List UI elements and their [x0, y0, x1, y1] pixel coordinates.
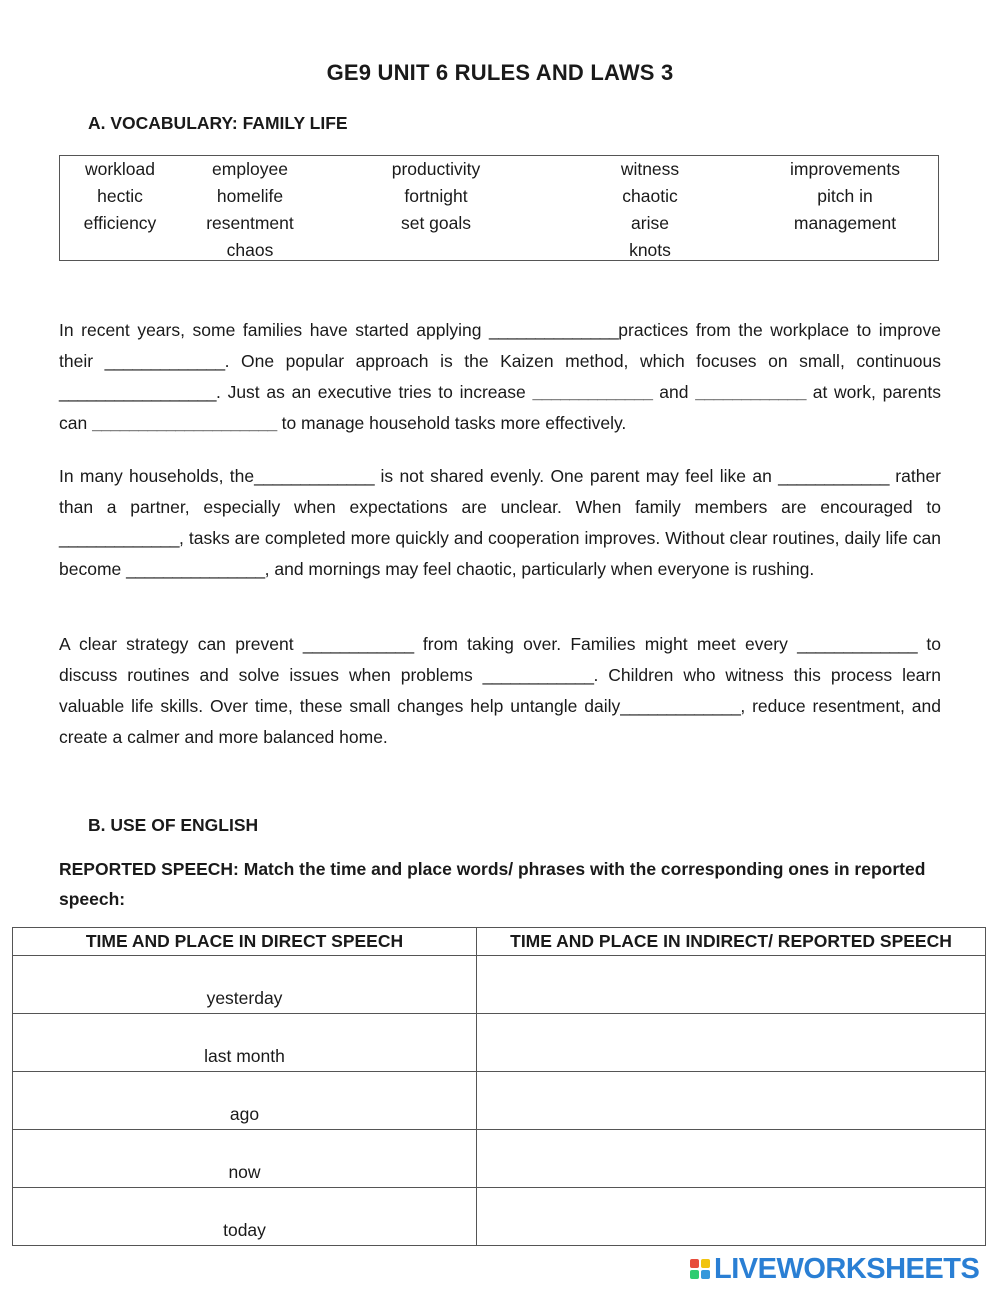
- answer-input[interactable]: [477, 1018, 985, 1071]
- vocab-word: workload: [84, 159, 156, 179]
- vocab-column-4: [590, 156, 710, 264]
- table-row: [13, 1130, 986, 1188]
- gap-blank[interactable]: _______________: [126, 559, 265, 579]
- paragraph-text: In recent years, some families have started applying: [59, 320, 490, 340]
- reported-speech-answer-cell[interactable]: [477, 1130, 986, 1188]
- answer-input[interactable]: [477, 960, 985, 1013]
- direct-speech-cell: now: [13, 1130, 477, 1188]
- paragraph-text: rather than a partner, especially when expectations are unclear. When family members are encouraged to: [59, 466, 942, 517]
- reported-speech-answer-cell[interactable]: [477, 1072, 986, 1130]
- reported-speech-answer-cell[interactable]: [477, 1188, 986, 1246]
- paragraph-text: In many households, the: [59, 466, 255, 486]
- paragraph-text: , tasks are completed more quickly and cooperation improves. Without clear routines, daily life can become: [59, 528, 941, 579]
- paragraph-text: . Just as an executive tries to increase: [215, 382, 533, 402]
- gap-blank[interactable]: ______________: [489, 320, 619, 340]
- direct-speech-cell: today: [13, 1188, 477, 1246]
- vocab-word: knots: [629, 240, 671, 260]
- paragraph-text: to manage household tasks more effectively.: [276, 413, 627, 433]
- section-a-heading: A. VOCABULARY: FAMILY LIFE: [88, 113, 348, 133]
- paragraph-text: A clear strategy can prevent: [59, 634, 303, 654]
- vocab-column-2: [190, 156, 310, 264]
- paragraph-text: , reduce resentment, and create a calmer and more balanced home.: [59, 696, 942, 747]
- vocab-column-5: [770, 156, 920, 237]
- paragraph-text: to discuss routines and solve issues when problems: [59, 634, 941, 685]
- gap-blank[interactable]: ____________: [302, 634, 414, 654]
- page-title: GE9 UNIT 6 RULES AND LAWS 3: [326, 60, 674, 85]
- logo-mark-icon: [690, 1259, 710, 1279]
- paragraph-3: [59, 629, 941, 753]
- vocab-word: pitch in: [817, 186, 873, 206]
- gap-blank[interactable]: ____________________: [92, 413, 277, 433]
- table-row: [13, 1072, 986, 1130]
- vocab-word: resentment: [206, 213, 294, 233]
- vocab-word: improvements: [790, 159, 900, 179]
- paragraph-text: . One popular approach is the Kaizen method, which focuses on small, continuous: [224, 351, 941, 371]
- vocab-word: chaotic: [622, 186, 678, 206]
- vocab-word: set goals: [400, 213, 472, 233]
- reported-speech-answer-cell[interactable]: [477, 956, 986, 1014]
- reported-speech-table: [12, 927, 986, 1246]
- section-b-heading: B. USE OF ENGLISH: [88, 815, 259, 835]
- gap-blank[interactable]: _________________: [59, 382, 216, 402]
- gap-blank[interactable]: ____________: [695, 382, 806, 402]
- logo-square: [690, 1270, 699, 1279]
- table-row: [13, 956, 986, 1014]
- paragraph-text: practices from the workplace to improve their: [59, 320, 941, 371]
- liveworksheets-logo: [690, 1254, 979, 1284]
- gap-blank[interactable]: _____________: [532, 382, 653, 402]
- paragraph-text: , and mornings may feel chaotic, particularly when everyone is rushing.: [264, 559, 815, 579]
- vocab-word: productivity: [391, 159, 481, 179]
- paragraph-2: [59, 461, 941, 585]
- vocab-word: fortnight: [404, 186, 468, 206]
- gap-blank[interactable]: _____________: [59, 528, 180, 548]
- gap-blank[interactable]: _____________: [104, 351, 225, 371]
- gap-blank[interactable]: _____________: [254, 466, 375, 486]
- vocab-word: chaos: [226, 240, 274, 260]
- paragraph-text: at work, parents can: [59, 382, 941, 433]
- column-header-direct: TIME AND PLACE IN DIRECT SPEECH: [13, 928, 477, 956]
- gap-blank[interactable]: _____________: [797, 634, 918, 654]
- vocab-word: hectic: [97, 186, 143, 206]
- direct-speech-cell: yesterday: [13, 956, 477, 1014]
- vocab-word: witness: [620, 159, 680, 179]
- vocab-word: employee: [212, 159, 288, 179]
- vocab-column-3: [366, 156, 506, 237]
- reported-speech-instruction: REPORTED SPEECH: Match the time and place words/ phrases with the corresponding ones in reported speech:: [59, 859, 926, 909]
- paragraph-1: [59, 315, 941, 439]
- paragraph-text: from taking over. Families might meet every: [413, 634, 798, 654]
- table-row: [13, 1188, 986, 1246]
- reported-speech-answer-cell[interactable]: [477, 1014, 986, 1072]
- table-header-row: [13, 928, 986, 956]
- vocab-column-1: [60, 156, 180, 237]
- vocabulary-word-bank: [59, 155, 939, 261]
- gap-blank[interactable]: ____________: [778, 466, 889, 486]
- vocab-word: management: [793, 213, 897, 233]
- logo-square: [701, 1259, 710, 1268]
- logo-square: [701, 1270, 710, 1279]
- vocab-word: homelife: [216, 186, 284, 206]
- direct-speech-cell: ago: [13, 1072, 477, 1130]
- logo-square: [690, 1259, 699, 1268]
- gap-blank[interactable]: ____________: [482, 665, 594, 685]
- answer-input[interactable]: [477, 1192, 985, 1245]
- column-header-reported: TIME AND PLACE IN INDIRECT/ REPORTED SPEECH: [477, 928, 986, 956]
- gap-blank[interactable]: _____________: [620, 696, 741, 716]
- direct-speech-cell: last month: [13, 1014, 477, 1072]
- paragraph-text: and: [652, 382, 696, 402]
- logo-text: LIVEWORKSHEETS: [714, 1252, 980, 1285]
- paragraph-text: . Children who witness this process learn valuable life skills. Over time, these small changes help untangle daily: [59, 665, 941, 716]
- vocab-word: efficiency: [83, 213, 157, 233]
- answer-input[interactable]: [477, 1076, 985, 1129]
- vocab-word: arise: [631, 213, 669, 233]
- table-row: [13, 1014, 986, 1072]
- answer-input[interactable]: [477, 1134, 985, 1187]
- paragraph-text: is not shared evenly. One parent may feel like an: [374, 466, 779, 486]
